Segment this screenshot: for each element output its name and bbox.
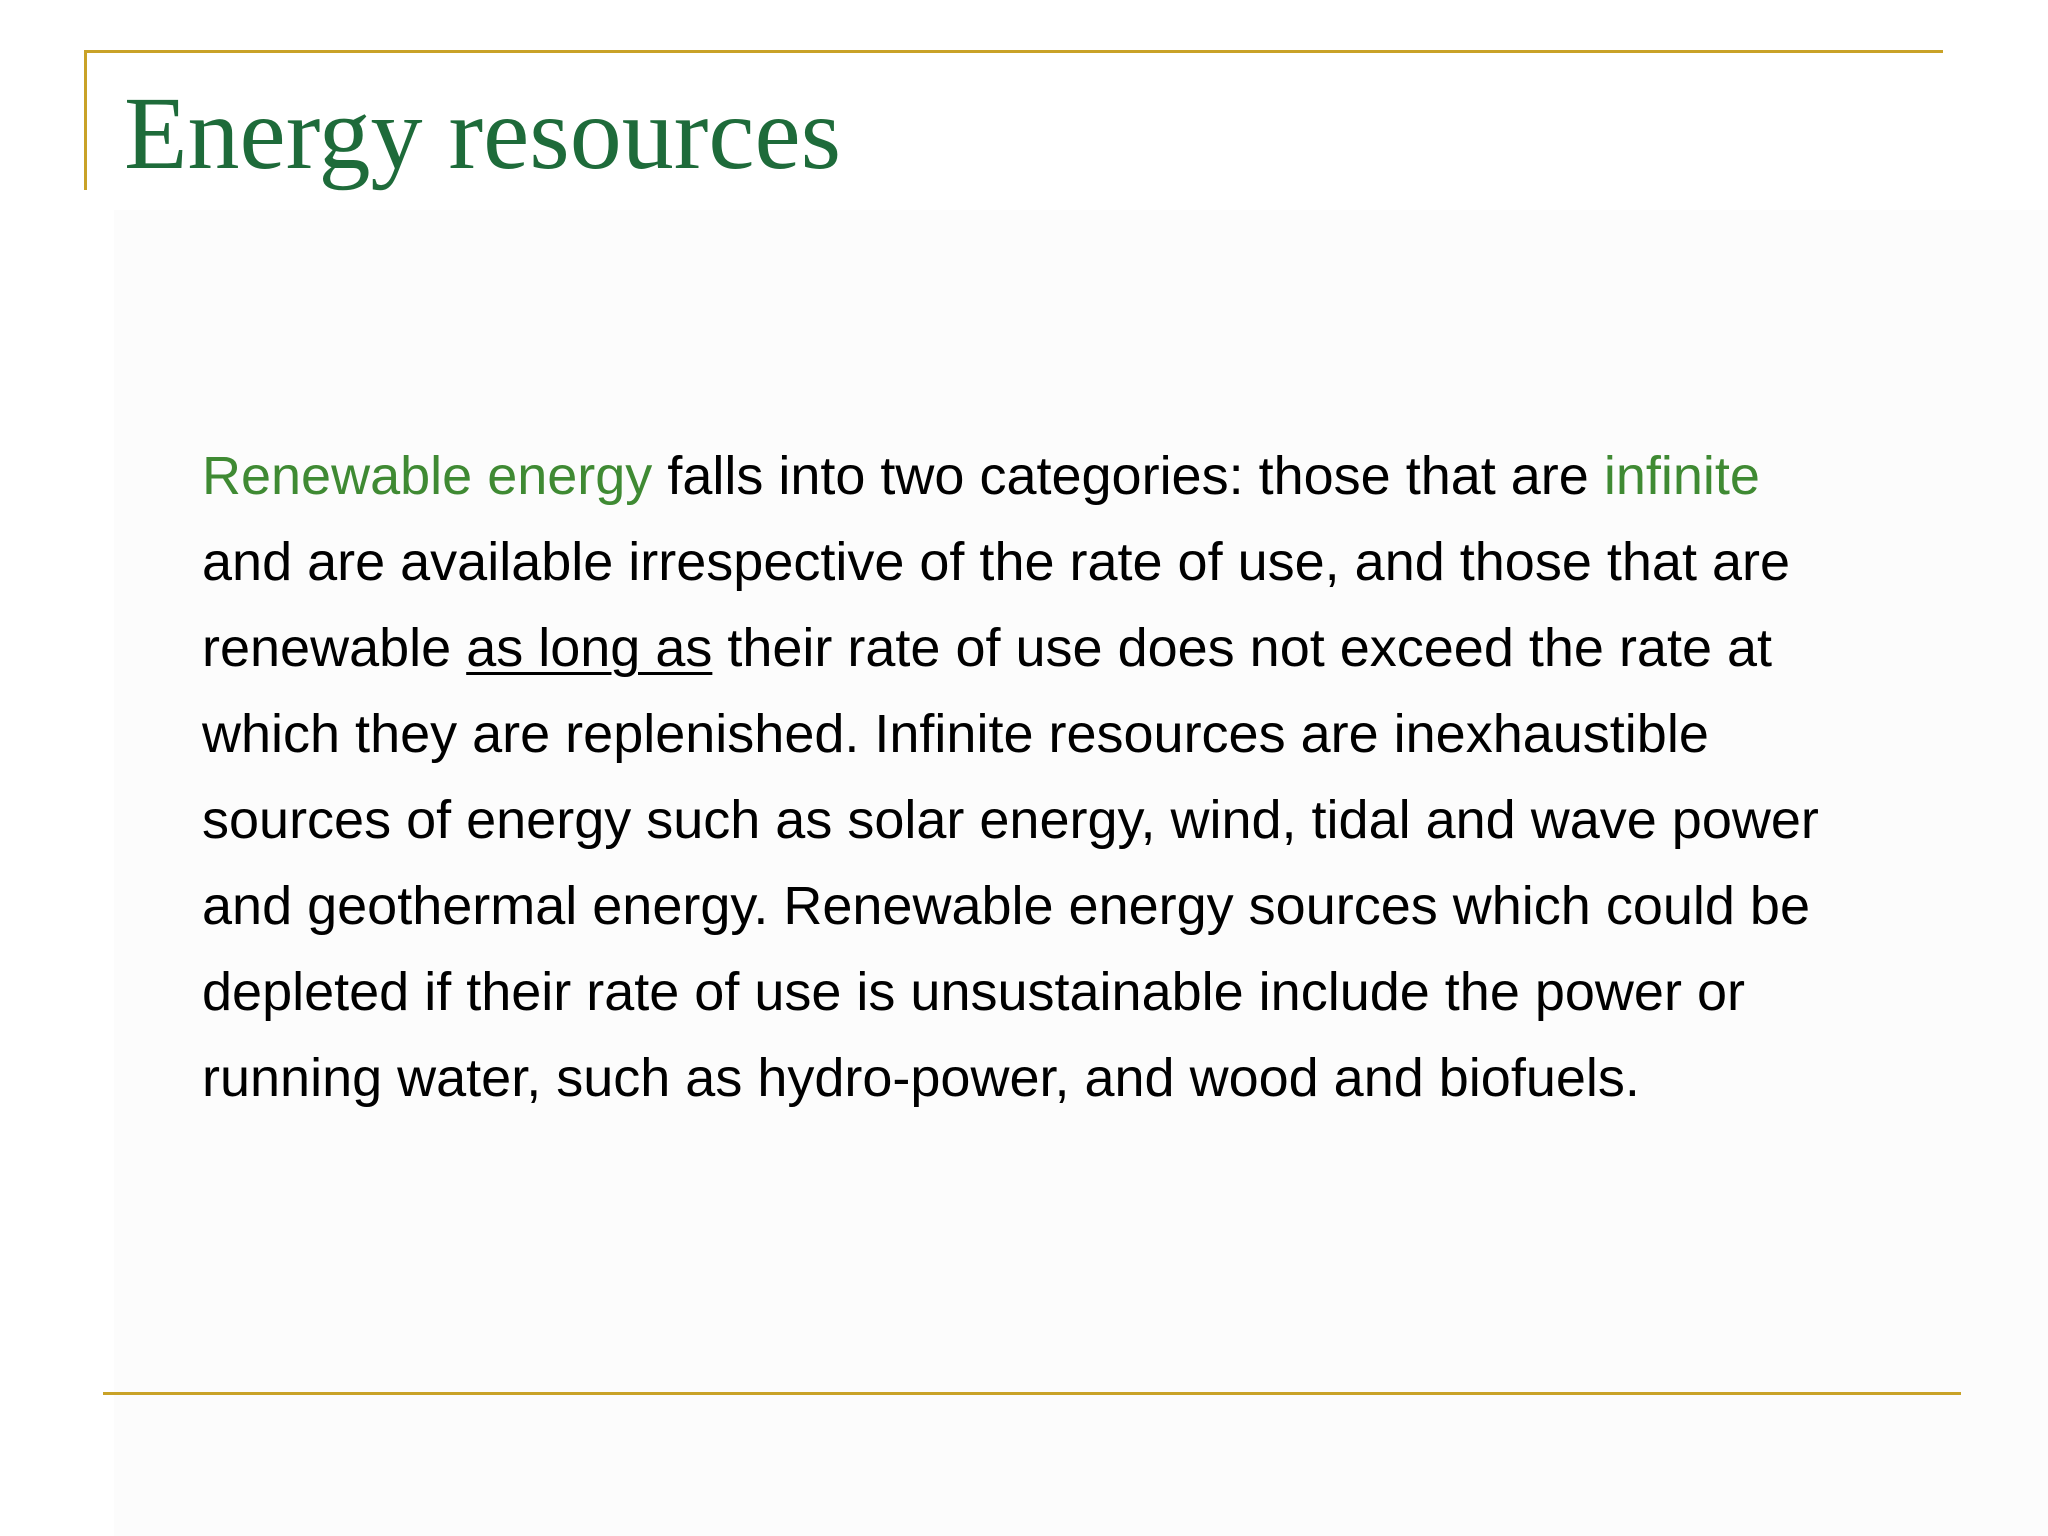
body-line-3-after: their rate of use does not exceed the rate at xyxy=(712,618,1773,678)
underlined-as-long-as: as long as xyxy=(466,618,713,678)
body-line-6: and geothermal energy. Renewable energy sources which could be xyxy=(202,876,1810,936)
highlight-renewable-energy: Renewable energy xyxy=(202,446,653,506)
body-line-4: which they are replenished. Infinite resources are inexhaustible xyxy=(202,704,1709,764)
body-line-8: running water, such as hydro-power, and wood and biofuels. xyxy=(202,1048,1640,1108)
body-line-5: sources of energy such as solar energy, wind, tidal and wave power xyxy=(202,790,1819,850)
bottom-rule xyxy=(103,1392,1961,1395)
slide-title: Energy resources xyxy=(124,76,842,191)
body-line-1 xyxy=(202,433,1962,519)
body-line-7: depleted if their rate of use is unsustainable include the power or xyxy=(202,962,1745,1022)
body-line-2: and are available irrespective of the rate of use, and those that are xyxy=(202,532,1790,592)
highlight-infinite: infinite xyxy=(1603,446,1760,506)
body-line-3 xyxy=(202,605,1962,691)
body-paragraph xyxy=(202,433,1962,1121)
body-line-3-before: renewable xyxy=(202,618,467,678)
top-rule xyxy=(85,50,1943,53)
body-line-1-text: falls into two categories: those that are xyxy=(652,446,1604,506)
left-rule xyxy=(84,50,87,190)
